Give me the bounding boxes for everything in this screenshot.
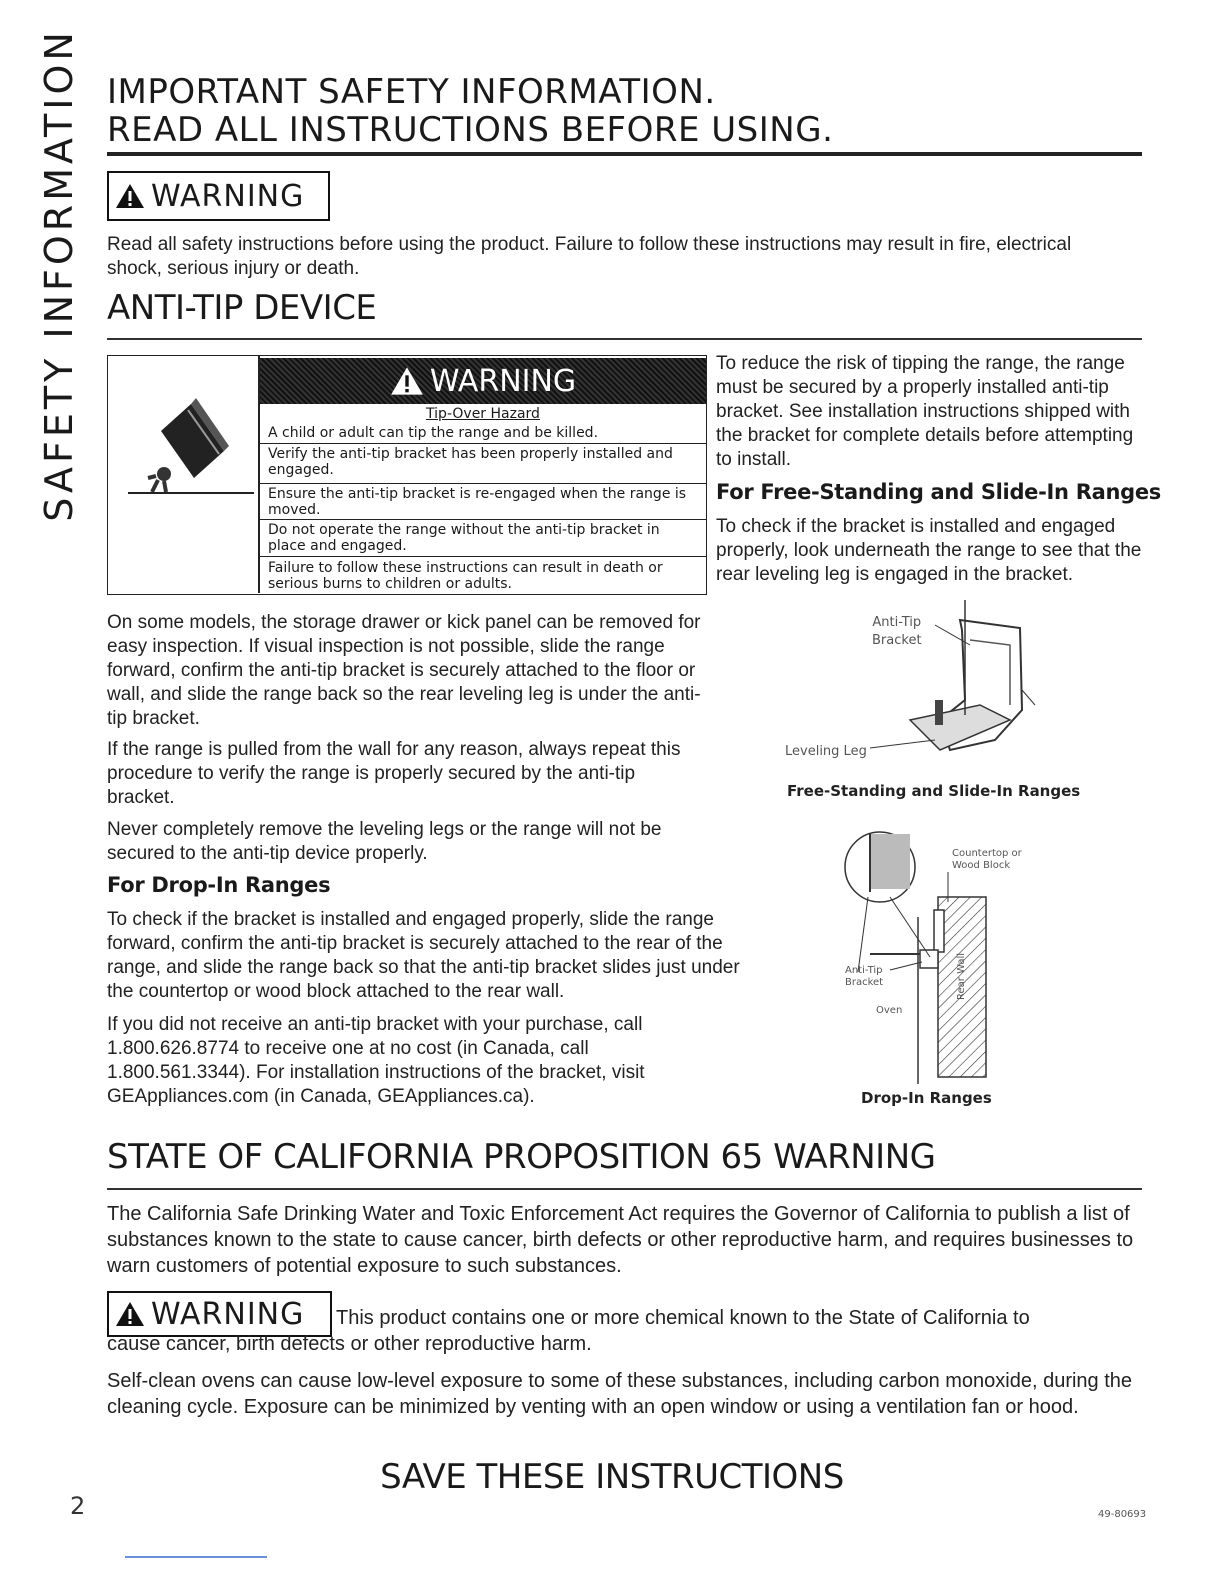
page-number: 2 xyxy=(70,1492,86,1520)
prop65-warning-text-1: This product contains one or more chemical known to the State of California to xyxy=(336,1307,1030,1329)
divider xyxy=(260,443,706,444)
prop65-text: The California Safe Drinking Water and Toxic Enforcement Act requires the Governor of California to publish a list of substances known to the state to cause cancer, birth defects or other reproductive harm, and requires businesses to warn customers of potential exposure to such substances. xyxy=(107,1203,1134,1277)
dropin-text: To check if the bracket is installed and engaged properly, slide the range forward, confirm the anti-tip bracket is securely attached to the rear of the range, and slide the range back so that the anti-tip bracket slides just under the countertop or wood block attached to the rear wall. xyxy=(107,909,740,1002)
hazard-line-5: Failure to follow these instructions can result in death or serious burns to children or adults. xyxy=(268,560,663,592)
leveling-leg-label: Leveling Leg xyxy=(785,744,867,759)
freestanding-caption: Free-Standing and Slide-In Ranges xyxy=(787,782,1081,800)
warning-banner xyxy=(260,358,706,404)
warning-text: Read all safety instructions before using the product. Failure to follow these instructions may result in fire, electrical shock, serious injury or death. xyxy=(107,234,1072,279)
bracket-label-line-1: Anti-Tip xyxy=(872,615,922,630)
anti-tip-title: ANTI-TIP DEVICE xyxy=(107,288,377,328)
countertop-label-line-2: Wood Block xyxy=(952,860,1011,871)
dropin-bracket-label-line-1: Anti-Tip xyxy=(845,965,883,976)
warning-banner-label: WARNING xyxy=(429,363,577,399)
hazard-line-1: A child or adult can tip the range and be killed. xyxy=(268,425,599,441)
rear-wall-label: Rear Wall xyxy=(956,952,967,1000)
prop65-warning-label: WARNING xyxy=(151,1296,305,1332)
bracket-label-line-2: Bracket xyxy=(872,633,922,648)
warning-triangle-icon xyxy=(390,366,424,396)
warning-triangle-icon xyxy=(115,1301,145,1327)
countertop-label-line-1: Countertop or xyxy=(952,848,1022,859)
no-bracket-paragraph: If you did not receive an anti-tip bracket with your purchase, call 1.800.626.8774 to receive one at no cost (in Canada, call 1.800.561.3344). For installation instructions of the bracket, visit GEAppliances.com (in Canada, GEAppliances.ca). xyxy=(107,1014,645,1107)
anti-tip-rule xyxy=(107,338,1142,340)
divider xyxy=(260,519,706,520)
footer-line xyxy=(125,1556,267,1558)
freestanding-text: To check if the bracket is installed and engaged properly, look underneath the range to see that the rear leveling leg is engaged in the bracket. xyxy=(716,516,1142,585)
prop65-title: STATE OF CALIFORNIA PROPOSITION 65 WARNING xyxy=(107,1137,936,1177)
hazard-line-3: Ensure the anti-tip bracket is re-engaged when the range is moved. xyxy=(268,486,687,518)
header-rule xyxy=(107,152,1142,156)
prop65-warning-label-box xyxy=(107,1291,332,1337)
header-line-1: IMPORTANT SAFETY INFORMATION. xyxy=(107,72,716,112)
tip-over-hazard: Tip-Over Hazard xyxy=(426,406,540,422)
warning-label: WARNING xyxy=(151,178,305,214)
leveling-legs-paragraph: Never completely remove the leveling legs or the range will not be secured to the anti-tip device properly. xyxy=(107,819,662,864)
header-line-2: READ ALL INSTRUCTIONS BEFORE USING. xyxy=(107,110,834,150)
divider xyxy=(260,556,706,557)
dropin-bracket-label-line-2: Bracket xyxy=(845,977,884,988)
prop65-warning-text-2: cause cancer, birth defects or other reproductive harm. xyxy=(107,1333,592,1355)
divider xyxy=(260,483,706,484)
countertop-label xyxy=(952,848,1022,872)
dropin-caption: Drop-In Ranges xyxy=(861,1089,992,1107)
document-code: 49-80693 xyxy=(1098,1509,1147,1520)
warning-triangle-icon xyxy=(115,183,145,209)
sidebar-section-label: SAFETY INFORMATION xyxy=(37,27,81,522)
tip-over-warning-box xyxy=(107,355,707,595)
tip-over-range-icon xyxy=(126,396,256,496)
hazard-line-4: Do not operate the range without the anti-tip bracket in place and engaged. xyxy=(268,522,660,554)
bracket-label-1 xyxy=(872,614,922,650)
inspection-paragraph: On some models, the storage drawer or kick panel can be removed for easy inspection. If visual inspection is not possible, slide the range forward, confirm the anti-tip bracket is securely attached to the floor or wall, and slide the range back so the rear leveling leg is under the anti-tip bracket. xyxy=(107,612,701,729)
repeat-paragraph: If the range is pulled from the wall for any reason, always repeat this procedure to verify the range is properly secured by the anti-tip bracket. xyxy=(107,739,681,808)
freestanding-title: For Free-Standing and Slide-In Ranges xyxy=(716,480,1161,504)
save-instructions: SAVE THESE INSTRUCTIONS xyxy=(380,1457,844,1497)
prop65-rule xyxy=(107,1188,1142,1190)
oven-label: Oven xyxy=(876,1005,903,1016)
warning-label-box xyxy=(107,171,330,221)
dropin-bracket-label xyxy=(845,965,883,989)
hazard-line-2: Verify the anti-tip bracket has been properly installed and engaged. xyxy=(268,446,673,478)
sidebar-section-label-container xyxy=(28,27,90,522)
dropin-title: For Drop-In Ranges xyxy=(107,873,331,897)
anti-tip-intro: To reduce the risk of tipping the range, the range must be secured by a properly installed anti-tip bracket. See installation instructions shipped with the bracket for complete details before attempting to install. xyxy=(716,353,1134,470)
self-clean-text: Self-clean ovens can cause low-level exposure to some of these substances, including carbon monoxide, during the cleaning cycle. Exposure can be minimized by venting with an open window or using a ventilation fan or hood. xyxy=(107,1370,1133,1418)
